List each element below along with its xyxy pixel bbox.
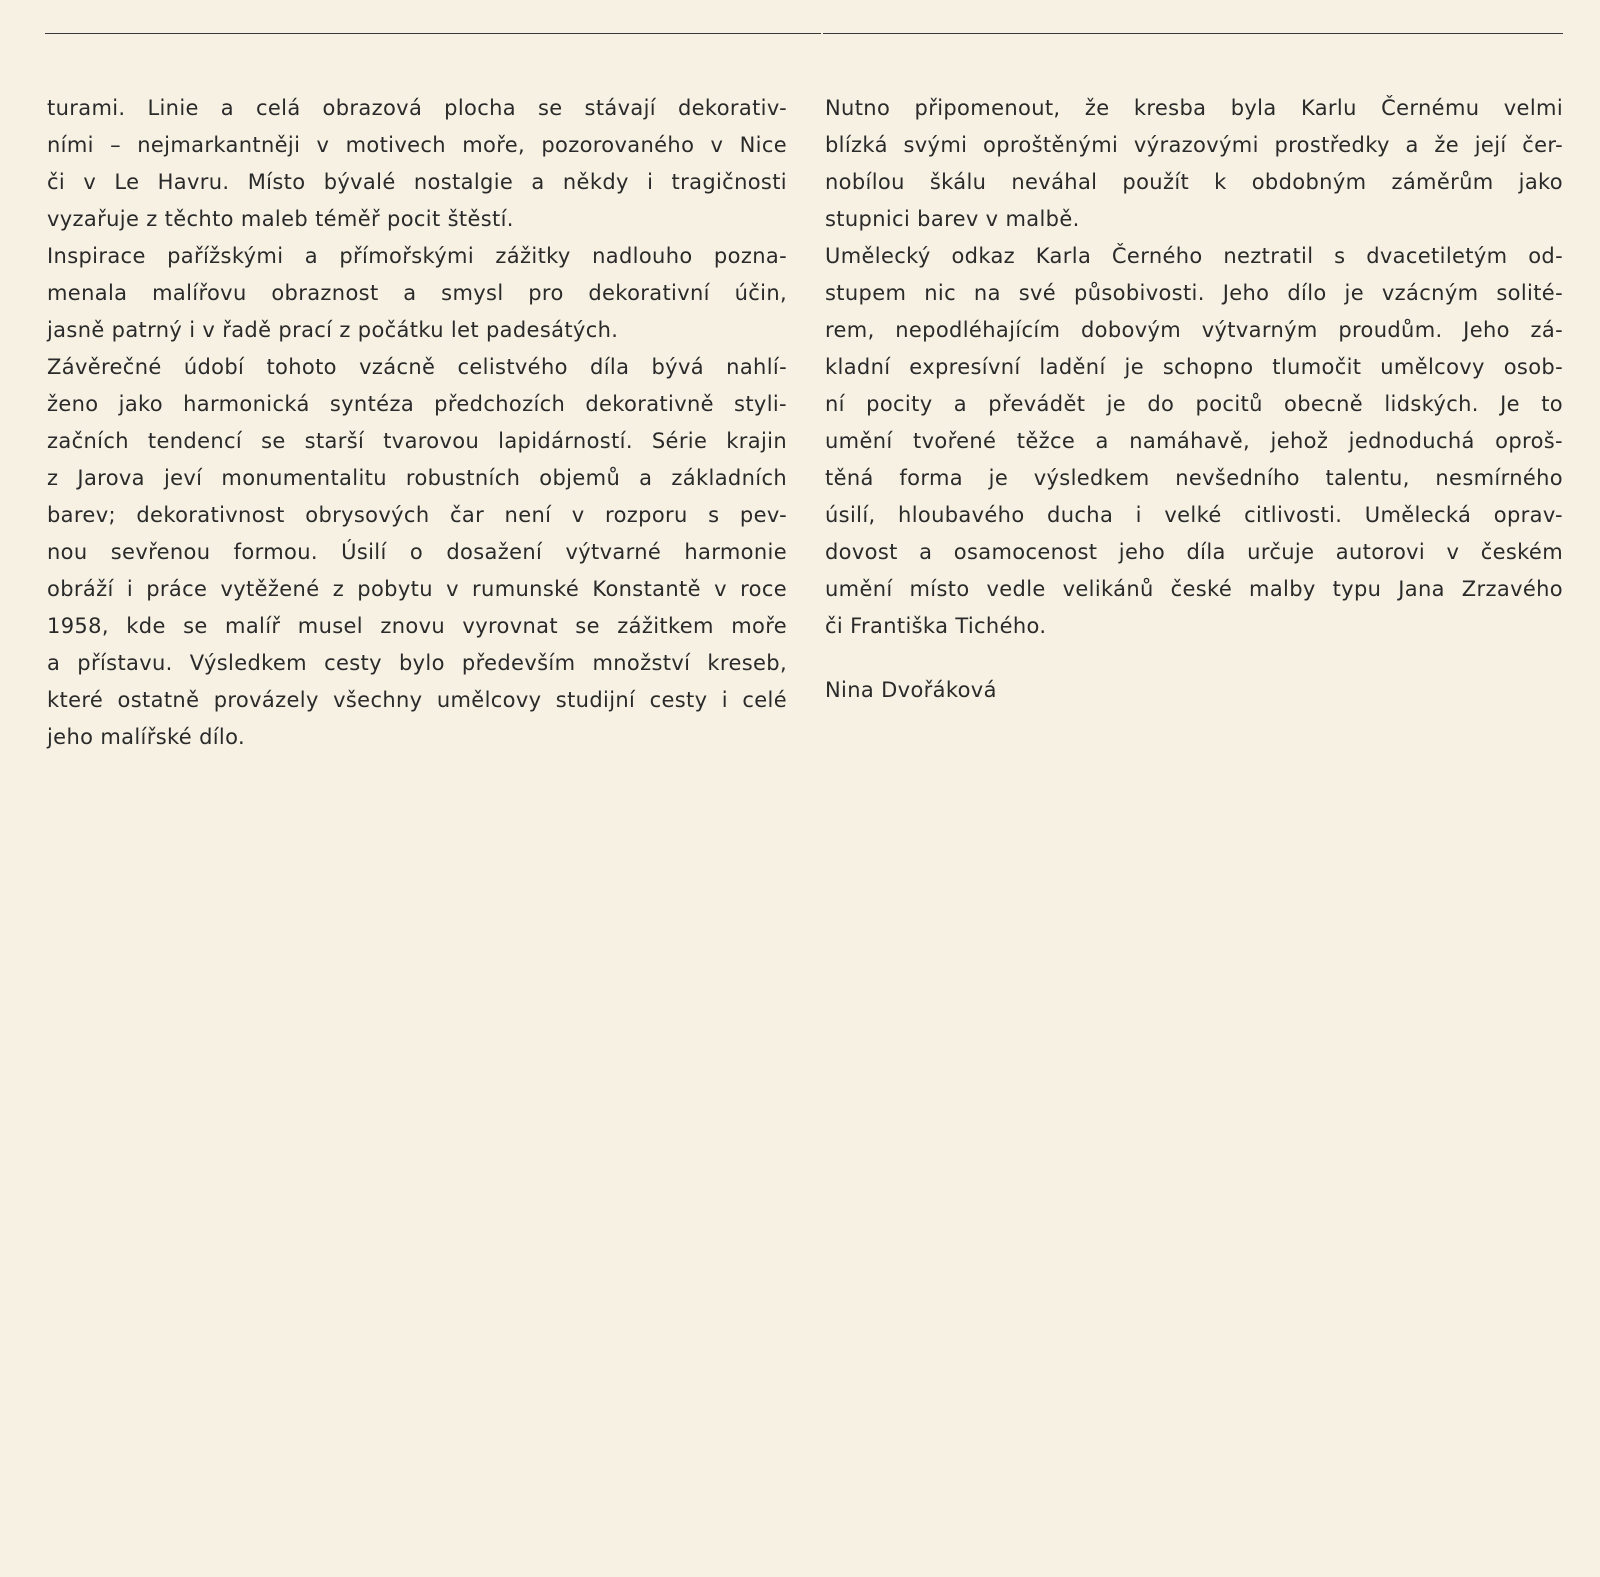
- left-text-column: [47, 90, 787, 756]
- text-line: stupem nic na své působivosti. Jeho dílo je vzácným solité-: [825, 281, 1563, 305]
- text-line: a přístavu. Výsledkem cesty bylo především množství kreseb,: [47, 651, 787, 675]
- text-line: Závěrečné údobí tohoto vzácně celistvého díla bývá nahlí-: [47, 355, 787, 379]
- text-line: ními – nejmarkantněji v motivech moře, pozorovaného v Nice: [47, 133, 787, 157]
- text-line: které ostatně provázely všechny umělcovy studijní cesty i celé: [47, 688, 787, 712]
- text-line: začních tendencí se starší tvarovou lapidárností. Série krajin: [47, 429, 787, 453]
- text-line: nou sevřenou formou. Úsilí o dosažení výtvarné harmonie: [47, 540, 787, 564]
- text-line: či v Le Havru. Místo bývalé nostalgie a někdy i tragičnosti: [47, 170, 787, 194]
- top-rule-left: [45, 33, 821, 34]
- author-signature: Nina Dvořáková: [825, 678, 997, 702]
- text-line: rem, nepodléhajícím dobovým výtvarným proudům. Jeho zá-: [825, 318, 1563, 342]
- text-line: vyzařuje z těchto maleb téměř pocit štěstí.: [47, 207, 514, 231]
- text-line: dovost a osamocenost jeho díla určuje autorovi v českém: [825, 540, 1563, 564]
- text-line: stupnici barev v malbě.: [825, 207, 1080, 231]
- text-line: Inspirace pařížskými a přímořskými zážitky nadlouho pozna-: [47, 244, 787, 268]
- text-line: těná forma je výsledkem nevšedního talentu, nesmírného: [825, 466, 1563, 490]
- top-rule-right: [823, 33, 1563, 34]
- text-line: obráží i práce vytěžené z pobytu v rumunské Konstantě v roce: [47, 577, 787, 601]
- text-line: nobílou škálu neváhal použít k obdobným záměrům jako: [825, 170, 1563, 194]
- text-line: z Jarova jeví monumentalitu robustních objemů a základních: [47, 466, 787, 490]
- text-line: ženo jako harmonická syntéza předchozích dekorativně styli-: [47, 392, 787, 416]
- text-line: kladní expresívní ladění je schopno tlumočit umělcovy osob-: [825, 355, 1563, 379]
- text-line: blízká svými oproštěnými výrazovými prostředky a že její čer-: [825, 133, 1563, 157]
- text-line: 1958, kde se malíř musel znovu vyrovnat se zážitkem moře: [47, 614, 787, 638]
- text-line: umění tvořené těžce a namáhavě, jehož jednoduchá oproš-: [825, 429, 1563, 453]
- text-line: úsilí, hloubavého ducha i velké citlivosti. Umělecká oprav-: [825, 503, 1563, 527]
- text-line: umění místo vedle velikánů české malby typu Jana Zrzavého: [825, 577, 1563, 601]
- text-line: barev; dekorativnost obrysových čar není v rozporu s pev-: [47, 503, 787, 527]
- text-line: jeho malířské dílo.: [47, 725, 245, 749]
- text-line: menala malířovu obraznost a smysl pro dekorativní účin,: [47, 281, 787, 305]
- right-text-column: [825, 90, 1563, 645]
- text-line: turami. Linie a celá obrazová plocha se stávají dekorativ-: [47, 96, 787, 120]
- text-line: či Františka Tichého.: [825, 614, 1047, 638]
- text-line: Nutno připomenout, že kresba byla Karlu Černému velmi: [825, 96, 1563, 120]
- text-line: Umělecký odkaz Karla Černého neztratil s dvacetiletým od-: [825, 244, 1563, 268]
- text-line: ní pocity a převádět je do pocitů obecně lidských. Je to: [825, 392, 1563, 416]
- text-line: jasně patrný i v řadě prací z počátku let padesátých.: [47, 318, 619, 342]
